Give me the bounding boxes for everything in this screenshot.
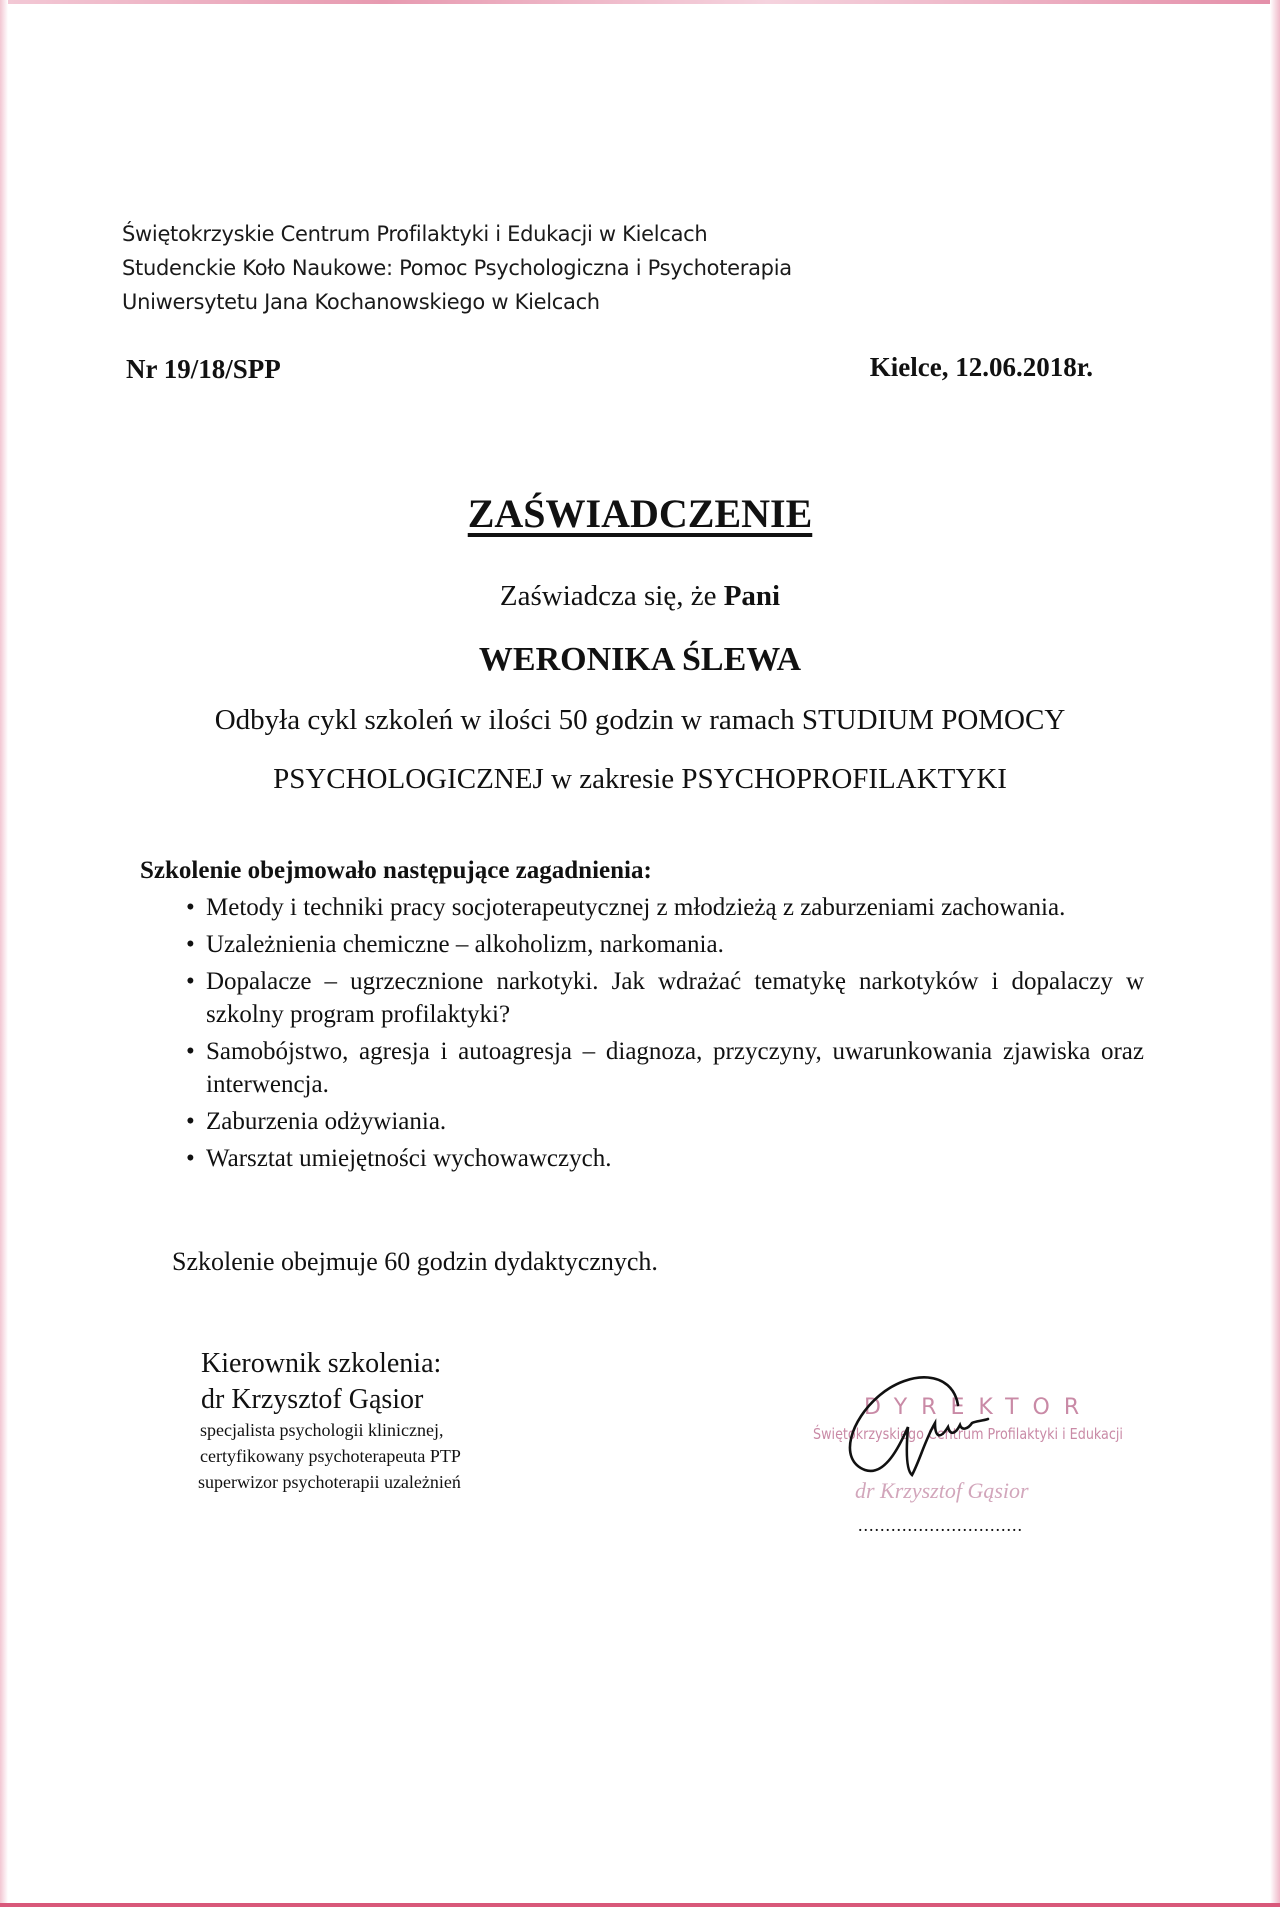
stamp-institution: Świętokrzyskiego Centrum Profilaktyki i Edukacji: [813, 1425, 1123, 1443]
topic-item: • Warsztat umiejętności wychowawczych.: [182, 1142, 1144, 1175]
topic-item: • Uzależnienia chemiczne – alkoholizm, narkomania.: [182, 928, 1144, 961]
leader-role-1: specjalista psychologii klinicznej,: [200, 1420, 444, 1440]
page-edge-top: [0, 0, 1280, 4]
leader-role-2: certyfikowany psychoterapeuta PTP: [200, 1446, 461, 1466]
leader-role-3: superwizor psychoterapii uzależnień: [198, 1472, 461, 1492]
leader-label: Kierownik szkolenia:: [201, 1348, 442, 1379]
recipient-name: WERONIKA ŚLEWA: [478, 641, 802, 678]
page-edge-right: [1270, 0, 1280, 1907]
topics-heading: Szkolenie obejmowało następujące zagadnienia:: [140, 857, 652, 884]
stamp-title: DYREKTOR: [864, 1395, 1094, 1420]
bullet-icon: •: [186, 968, 195, 995]
description-line-1: Odbyła cykl szkoleń w ilości 50 godzin w ramach STUDIUM POMOCY: [214, 704, 1066, 736]
document-title: ZAŚWIADCZENIE: [467, 491, 813, 536]
certify-line: [0, 580, 1280, 613]
place-date: Kielce, 12.06.2018r.: [869, 352, 1093, 382]
topics-list: [182, 891, 1144, 1179]
page-edge-bottom: [0, 1903, 1280, 1907]
document-number: Nr 19/18/SPP: [126, 354, 281, 384]
bullet-icon: •: [186, 894, 195, 921]
bullet-icon: •: [186, 931, 195, 958]
description-line-2: PSYCHOLOGICZNEJ w zakresie PSYCHOPROFILAKTYKI: [273, 763, 1007, 795]
bullet-icon: •: [186, 1145, 195, 1172]
header-line-2: Studenckie Koło Naukowe: Pomoc Psychologiczna i Psychoterapia: [122, 256, 792, 280]
topic-item: • Zaburzenia odżywiania.: [182, 1105, 1144, 1138]
bullet-icon: •: [186, 1038, 195, 1065]
header-line-3: Uniwersytetu Jana Kochanowskiego w Kielcach: [122, 290, 600, 314]
page-edge-left: [0, 0, 8, 1907]
signature: [840, 1365, 1040, 1495]
bullet-icon: •: [186, 1108, 195, 1135]
topic-item: • Metody i techniki pracy socjoterapeutycznej z młodzieżą z zaburzeniami zachowania.: [182, 891, 1144, 924]
signature-line: ..............................: [858, 1515, 1023, 1535]
leader-name: dr Krzysztof Gąsior: [201, 1384, 424, 1415]
header-line-1: Świętokrzyskie Centrum Profilaktyki i Edukacji w Kielcach: [122, 222, 708, 246]
certify-honorific: Pani: [723, 580, 781, 612]
topic-item: • Dopalacze – ugrzecznione narkotyki. Jak wdrażać tematykę narkotyków i dopalaczy w szkolny program profilaktyki?: [182, 965, 1144, 1031]
topic-item: • Samobójstwo, agresja i autoagresja – diagnoza, przyczyny, uwarunkowania zjawiska oraz interwencja.: [182, 1035, 1144, 1101]
stamp-name: dr Krzysztof Gąsior: [855, 1478, 1029, 1503]
certify-prefix: Zaświadcza się, że: [499, 580, 724, 612]
hours-note: Szkolenie obejmuje 60 godzin dydaktycznych.: [172, 1247, 658, 1276]
